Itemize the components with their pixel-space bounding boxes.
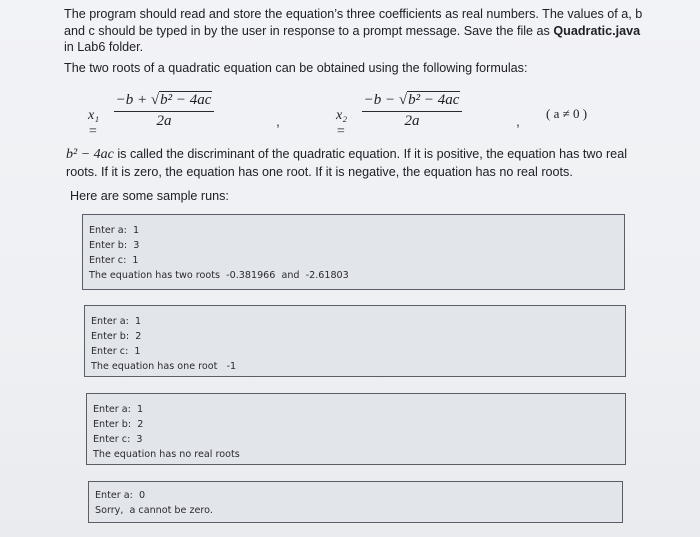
x2-label: x₂ =	[336, 108, 348, 139]
x1-fraction	[114, 92, 214, 130]
discriminant-text: is called the discriminant of the quadratic equation. If it is positive, the equation has two real roots. If it is zero, the equation has one root. If it is negative, the equation has no real roots.	[66, 147, 627, 179]
sample-runs-heading: Here are some sample runs:	[70, 189, 229, 203]
x1-fraction-bar	[114, 111, 214, 112]
run-line: Enter a: 1	[91, 316, 142, 327]
intro-paragraph	[64, 6, 644, 56]
condition-note: ( a ≠ 0 )	[546, 106, 588, 121]
run-line: Enter a: 1	[93, 404, 144, 415]
run-line: The equation has two roots -0.381966 and -2.61803	[89, 270, 349, 281]
intro-text-b: in Lab6 folder.	[64, 40, 144, 54]
sample-run-box	[84, 305, 626, 377]
x2-fraction-bar	[362, 111, 462, 112]
x1-denominator: 2a	[156, 113, 172, 130]
discriminant-paragraph	[66, 146, 646, 180]
x2-fraction	[362, 92, 462, 130]
sample-run-box	[86, 393, 626, 465]
run-line: Enter b: 2	[93, 419, 144, 430]
file-name: Quadratic.java	[553, 23, 641, 38]
x1-label: x₁ =	[88, 108, 100, 139]
run-line: Sorry, a cannot be zero.	[95, 505, 213, 516]
run-line: The equation has one root -1	[91, 361, 237, 372]
x1-numerator: −b + √b² − 4ac	[115, 92, 212, 108]
run-line: Enter a: 1	[89, 225, 140, 236]
run-line: Enter b: 3	[89, 240, 140, 251]
formulas-intro: The two roots of a quadratic equation can be obtained using the following formulas:	[64, 61, 528, 75]
x2-numerator: −b − √b² − 4ac	[363, 92, 460, 108]
intro-text-a: The program should read and store the equation’s three coefficients as real numbers. The values of a, b and c should be typed in by the user in response to a prompt message. Save the file as	[64, 7, 643, 38]
x2-denominator: 2a	[404, 113, 420, 130]
run-line: Enter c: 3	[93, 434, 143, 445]
formula-separator: ,	[276, 113, 280, 129]
run-line: Enter a: 0	[95, 490, 146, 501]
sample-run-box	[82, 214, 625, 290]
sample-run-box	[88, 481, 623, 523]
run-line: Enter c: 1	[89, 255, 139, 266]
run-line: Enter c: 1	[91, 346, 141, 357]
run-line: The equation has no real roots	[93, 449, 240, 460]
discriminant-expression: b² − 4ac	[66, 147, 114, 162]
formula-separator: ,	[516, 113, 520, 129]
run-line: Enter b: 2	[91, 331, 142, 342]
